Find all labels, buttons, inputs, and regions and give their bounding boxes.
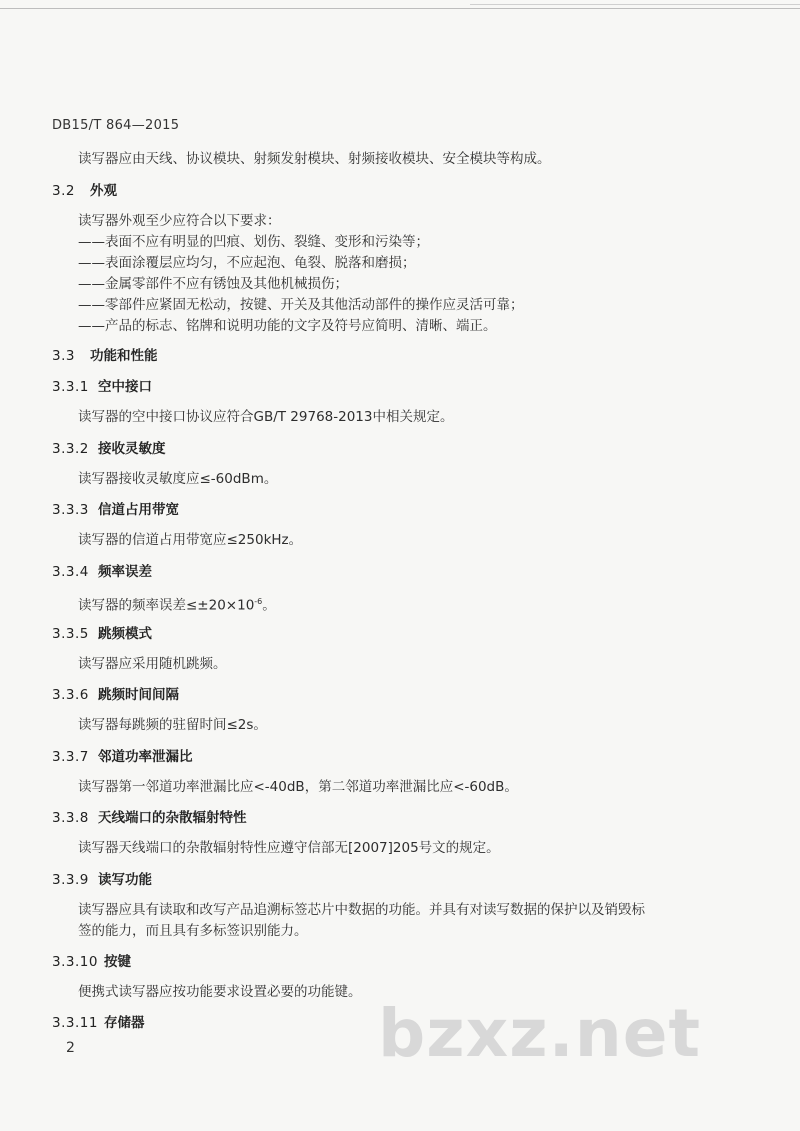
section-3-3-1-body: 读写器的空中接口协议应符合GB/T 29768-2013中相关规定。 <box>78 409 454 425</box>
intro-paragraph: 读写器应由天线、协议模块、射频发射模块、射频接收模块、安全模块等构成。 <box>78 151 551 167</box>
section-title: 天线端口的杂散辐射特性 <box>98 810 247 826</box>
section-3-3-6-body: 读写器每跳频的驻留时间≤2s。 <box>78 717 267 733</box>
section-title: 接收灵敏度 <box>98 441 166 457</box>
section-title: 按键 <box>104 954 131 970</box>
exponent: -6 <box>254 597 263 606</box>
section-3-3-3-heading <box>52 501 179 519</box>
section-number: 3.3.1 <box>52 379 89 395</box>
section-number: 3.3.10 <box>52 954 98 970</box>
section-3-3-10-body: 便携式读写器应按功能要求设置必要的功能键。 <box>78 984 362 1000</box>
section-3-3-2-heading <box>52 440 166 458</box>
top-rule-secondary <box>470 4 800 5</box>
section-number: 3.3 <box>52 348 75 364</box>
section-number: 3.3.6 <box>52 687 89 703</box>
section-3-3-9-heading <box>52 871 152 889</box>
body-tail: 。 <box>262 597 276 614</box>
section-3-3-8-body: 读写器天线端口的杂散辐射特性应遵守信部无[2007]205号文的规定。 <box>78 840 500 856</box>
section-number: 3.3.4 <box>52 564 89 580</box>
section-number: 3.3.3 <box>52 502 89 518</box>
section-3-3-5-heading <box>52 625 152 643</box>
section-number: 3.3.2 <box>52 441 89 457</box>
standard-code: DB15/T 864—2015 <box>52 118 180 133</box>
section-3-3-4-body <box>78 593 276 615</box>
section-number: 3.3.5 <box>52 626 89 642</box>
section-number: 3.3.8 <box>52 810 89 826</box>
section-3-3-10-heading <box>52 953 131 971</box>
section-3-3-2-body: 读写器接收灵敏度应≤-60dBm。 <box>78 471 278 487</box>
section-title: 读写功能 <box>98 872 152 888</box>
section-number: 3.3.7 <box>52 749 89 765</box>
section-title: 频率误差 <box>98 564 152 580</box>
section-3-3-5-body: 读写器应采用随机跳频。 <box>78 656 227 672</box>
section-3-3-8-heading <box>52 809 247 827</box>
section-3-3-6-heading <box>52 686 179 704</box>
section-3-3-7-body: 读写器第一邻道功率泄漏比应<-40dB，第二邻道功率泄漏比应<-60dB。 <box>78 779 518 795</box>
section-title: 存储器 <box>104 1015 145 1031</box>
watermark: bzxz.net <box>378 995 702 1072</box>
body-text: 读写器的频率误差≤±20×10 <box>78 597 255 614</box>
section-number: 3.3.9 <box>52 872 89 888</box>
section-title: 空中接口 <box>98 379 152 395</box>
list-item: ——金属零部件不应有锈蚀及其他机械损伤； <box>78 276 348 292</box>
section-number: 3.3.11 <box>52 1015 98 1031</box>
section-3-2-heading <box>52 182 117 200</box>
list-item: ——表面涂覆层应均匀，不应起泡、龟裂、脱落和磨损； <box>78 255 416 271</box>
section-title: 外观 <box>90 183 117 199</box>
top-rule <box>0 8 800 9</box>
section-3-3-9-body-line1: 读写器应具有读取和改写产品追溯标签芯片中数据的功能。并具有对读写数据的保护以及销毁标 <box>78 902 645 918</box>
section-title: 跳频模式 <box>98 626 152 642</box>
list-item: ——产品的标志、铭牌和说明功能的文字及符号应简明、清晰、端正。 <box>78 318 497 334</box>
list-item: ——零部件应紧固无松动，按键、开关及其他活动部件的操作应灵活可靠； <box>78 297 524 313</box>
section-3-3-9-body-line2: 签的能力，而且具有多标签识别能力。 <box>78 923 308 939</box>
section-title: 功能和性能 <box>90 348 158 364</box>
section-3-2-lead: 读写器外观至少应符合以下要求： <box>78 213 281 229</box>
section-number: 3.2 <box>52 183 75 199</box>
section-title: 信道占用带宽 <box>98 502 179 518</box>
section-title: 邻道功率泄漏比 <box>98 749 193 765</box>
section-title: 跳频时间间隔 <box>98 687 179 703</box>
section-3-3-11-heading <box>52 1014 145 1032</box>
section-3-3-4-heading <box>52 563 152 581</box>
list-item: ——表面不应有明显的凹痕、划伤、裂缝、变形和污染等； <box>78 234 429 250</box>
section-3-3-heading <box>52 347 158 365</box>
section-3-3-3-body: 读写器的信道占用带宽应≤250kHz。 <box>78 532 303 548</box>
page-number: 2 <box>66 1040 75 1056</box>
section-3-3-7-heading <box>52 748 193 766</box>
section-3-3-1-heading <box>52 378 152 396</box>
